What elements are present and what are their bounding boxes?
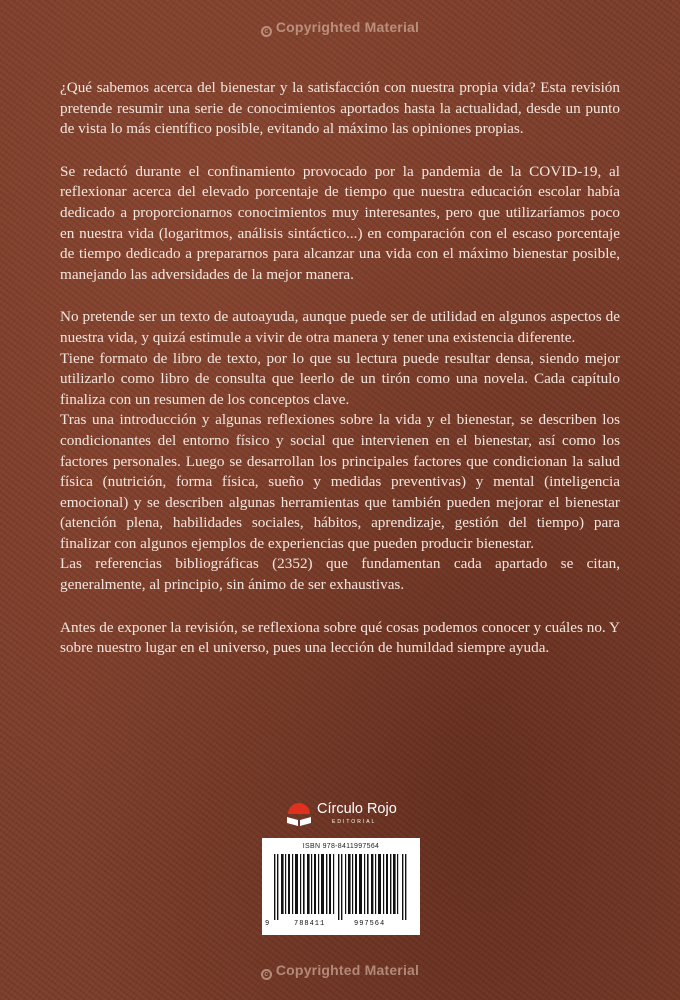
- publisher-name: Círculo Rojo: [317, 801, 397, 817]
- watermark-top: [0, 19, 680, 36]
- isbn-label: ISBN 978-8411997564: [302, 843, 380, 850]
- copyright-icon: c: [261, 26, 272, 37]
- paragraph-5: Tras una introducción y algunas reflexiones sobre la vida y el bienestar, se describen los condicionantes del entorno físico y social que intervienen en el bienestar, así como los factores personales. Luego se desarrollan los principales factores que condicionan la salud física (nutrición, forma física, sueño y medidas preventivas) y mental (inteligencia emocional) y se describen algunas herramientas que también pueden mejorar el bienestar (atención plena, habilidades sociales, hábitos, aprendizaje, gestión del tiempo) para finalizar con algunos ejemplos de experiencias que pueden producir bienestar.: [60, 411, 620, 552]
- circulo-rojo-icon: [284, 800, 314, 828]
- publisher-logo: [284, 800, 424, 830]
- publisher-subtitle: EDITORIAL: [332, 819, 377, 825]
- barcode-bars-icon: [272, 854, 410, 920]
- paragraph-3: No pretende ser un texto de autoayuda, aunque puede ser de utilidad en algunos aspectos de nuestra vida, y quizá estimule a vivir de otra manera y tener una existencia diferente.: [60, 308, 620, 346]
- paragraph-7: Antes de exponer la revisión, se reflexiona sobre qué cosas podemos conocer y cuáles no. Y sobre nuestro lugar en el universo, pues una lección de humildad siempre ayuda.: [60, 618, 620, 657]
- paragraph-6: Las referencias bibliográficas (2352) que fundamentan cada apartado se citan, generalmente, al principio, sin ánimo de ser exhaustivas.: [60, 555, 620, 594]
- paragraph-4: Tiene formato de libro de texto, por lo que su lectura puede resultar densa, siendo mejor utilizarlo como libro de consulta que leerlo de un tirón como una novela. Cada capítulo finaliza con un resumen de los conceptos clave.: [60, 349, 620, 408]
- paragraph-2: Se redactó durante el confinamiento provocado por la pandemia de la COVID-19, al reflexionar acerca del elevado porcentaje de tiempo que nuestra educación escolar había dedicado a proporcionarnos conocimientos muy interesantes, pero que utilizaríamos poco en nuestra vida (logaritmos, análisis sintáctico...) en comparación con el escaso porcentaje de tiempo dedicado a prepararnos para alcanzar una vida con el máximo bienestar posible, manejando las adversidades de la mejor manera.: [60, 162, 620, 283]
- paragraph-1: ¿Qué sabemos acerca del bienestar y la satisfacción con nuestra propia vida? Esta revisión pretende resumir una serie de conocimientos aportados hasta la actualidad, desde un punto de vista lo más científico posible, evitando al máximo las opiniones propias.: [60, 79, 620, 138]
- barcode-digits-left: 788411: [294, 920, 326, 928]
- watermark-top-text: Copyrighted Material: [275, 19, 420, 35]
- barcode-digit-first: 9: [265, 920, 271, 928]
- watermark-bottom: [0, 962, 680, 979]
- isbn-barcode: [262, 838, 420, 935]
- barcode-digits-right: 997564: [354, 920, 386, 928]
- watermark-bottom-text: Copyrighted Material: [275, 962, 420, 978]
- copyright-icon: c: [261, 969, 272, 980]
- synopsis-text: [60, 78, 620, 659]
